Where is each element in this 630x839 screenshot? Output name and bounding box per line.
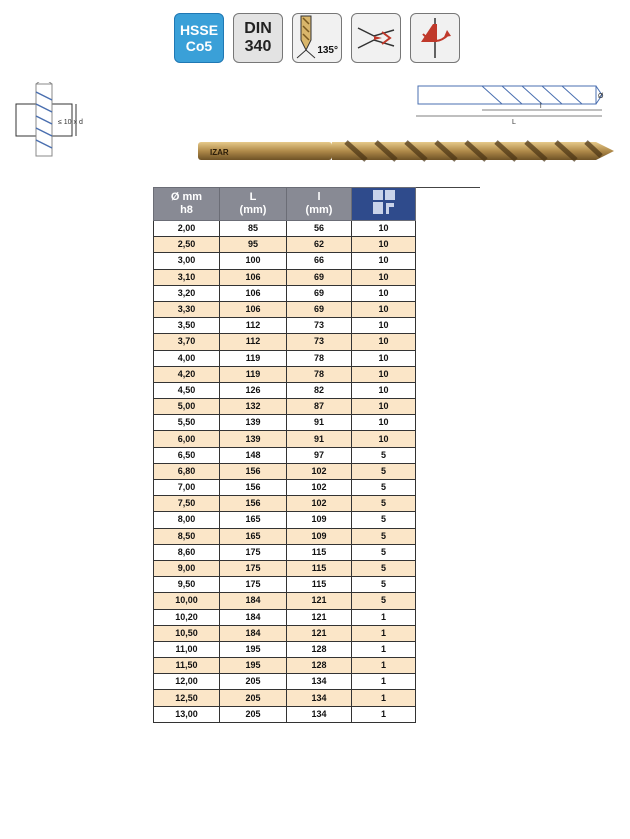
header-flute-length: [287, 188, 352, 221]
cell-total-length: 184: [220, 609, 287, 625]
cell-pack-quantity: 10: [352, 431, 416, 447]
cell-diameter: 7,50: [154, 496, 220, 512]
cell-total-length: 175: [220, 544, 287, 560]
cell-diameter: 8,60: [154, 544, 220, 560]
cell-diameter: 4,50: [154, 382, 220, 398]
point-angle-badge: [292, 13, 342, 63]
table-row: [154, 301, 416, 317]
drill-brand-label: IZAR: [210, 148, 229, 157]
standard-badge: [233, 13, 283, 63]
table-row: [154, 334, 416, 350]
table-row: [154, 641, 416, 657]
cell-pack-quantity: 1: [352, 625, 416, 641]
cell-flute-length: 134: [287, 690, 352, 706]
cell-flute-length: 102: [287, 480, 352, 496]
cell-pack-quantity: 1: [352, 706, 416, 722]
cell-pack-quantity: 1: [352, 641, 416, 657]
table-row: [154, 285, 416, 301]
cell-total-length: 165: [220, 528, 287, 544]
cell-diameter: 9,00: [154, 560, 220, 576]
cell-pack-quantity: 1: [352, 674, 416, 690]
cell-total-length: 126: [220, 382, 287, 398]
standard-line-1: DIN: [244, 20, 272, 37]
header-flute-length-line1: l: [317, 191, 321, 203]
cell-total-length: 148: [220, 447, 287, 463]
table-row: [154, 480, 416, 496]
cell-diameter: 3,10: [154, 269, 220, 285]
cell-pack-quantity: 5: [352, 528, 416, 544]
material-line-2: Co5: [185, 38, 213, 54]
cell-diameter: 3,30: [154, 301, 220, 317]
point-angle-label: 135°: [317, 45, 338, 56]
cell-flute-length: 73: [287, 334, 352, 350]
rotation-badge: [410, 13, 460, 63]
cell-flute-length: 134: [287, 674, 352, 690]
material-line-1: HSSE: [179, 22, 219, 38]
cell-flute-length: 121: [287, 593, 352, 609]
cell-diameter: 3,00: [154, 253, 220, 269]
cell-flute-length: 73: [287, 318, 352, 334]
cell-total-length: 100: [220, 253, 287, 269]
table-row: [154, 577, 416, 593]
cell-pack-quantity: 5: [352, 463, 416, 479]
dim-total-length: L: [512, 119, 516, 126]
cell-diameter: 8,00: [154, 512, 220, 528]
cell-pack-quantity: 5: [352, 577, 416, 593]
cell-flute-length: 62: [287, 237, 352, 253]
cell-diameter: 11,50: [154, 658, 220, 674]
cell-pack-quantity: 5: [352, 544, 416, 560]
cell-total-length: 175: [220, 577, 287, 593]
cell-flute-length: 115: [287, 560, 352, 576]
cell-diameter: 6,50: [154, 447, 220, 463]
cell-diameter: 10,50: [154, 625, 220, 641]
cell-diameter: 2,50: [154, 237, 220, 253]
pack-quantity-icon: [369, 188, 399, 216]
table-row: [154, 366, 416, 382]
table-row: [154, 690, 416, 706]
cell-diameter: 9,50: [154, 577, 220, 593]
header-total-length: [220, 188, 287, 221]
table-row: [154, 593, 416, 609]
table-row: [154, 269, 416, 285]
cell-pack-quantity: 5: [352, 447, 416, 463]
cell-total-length: 205: [220, 674, 287, 690]
cell-total-length: 119: [220, 350, 287, 366]
cell-flute-length: 109: [287, 528, 352, 544]
cell-diameter: 5,50: [154, 415, 220, 431]
cell-flute-length: 128: [287, 641, 352, 657]
cell-diameter: 7,00: [154, 480, 220, 496]
cell-total-length: 139: [220, 415, 287, 431]
table-row: [154, 399, 416, 415]
cell-total-length: 184: [220, 625, 287, 641]
header-pack-quantity: [352, 188, 416, 221]
table-row: [154, 221, 416, 237]
table-row: [154, 544, 416, 560]
cell-flute-length: 56: [287, 221, 352, 237]
table-row: [154, 496, 416, 512]
cell-total-length: 156: [220, 480, 287, 496]
cell-total-length: 112: [220, 334, 287, 350]
cell-pack-quantity: 1: [352, 690, 416, 706]
table-row: [154, 350, 416, 366]
table-row: [154, 447, 416, 463]
cell-flute-length: 87: [287, 399, 352, 415]
cell-total-length: 139: [220, 431, 287, 447]
cell-pack-quantity: 10: [352, 350, 416, 366]
dim-diameter: Ø: [598, 93, 604, 100]
header-diameter: [154, 188, 220, 221]
table-row: [154, 528, 416, 544]
cell-total-length: 156: [220, 496, 287, 512]
cell-pack-quantity: 10: [352, 237, 416, 253]
table-row: [154, 415, 416, 431]
depth-note: ≤ 10 x d: [58, 119, 83, 126]
table-row: [154, 625, 416, 641]
drilling-depth-diagram: [10, 82, 100, 158]
cell-total-length: 205: [220, 690, 287, 706]
cell-diameter: 3,20: [154, 285, 220, 301]
cell-total-length: 165: [220, 512, 287, 528]
split-point-badge: [351, 13, 401, 63]
cell-flute-length: 109: [287, 512, 352, 528]
cell-diameter: 2,00: [154, 221, 220, 237]
cell-flute-length: 69: [287, 301, 352, 317]
cell-pack-quantity: 10: [352, 399, 416, 415]
cell-diameter: 10,00: [154, 593, 220, 609]
cell-flute-length: 121: [287, 609, 352, 625]
drill-bit-image: [196, 138, 620, 164]
cell-pack-quantity: 10: [352, 382, 416, 398]
table-row: [154, 560, 416, 576]
cell-total-length: 106: [220, 269, 287, 285]
cell-diameter: 12,50: [154, 690, 220, 706]
cell-diameter: 12,00: [154, 674, 220, 690]
cell-flute-length: 115: [287, 544, 352, 560]
cell-flute-length: 82: [287, 382, 352, 398]
cell-diameter: 3,70: [154, 334, 220, 350]
cell-diameter: 10,20: [154, 609, 220, 625]
cell-pack-quantity: 5: [352, 593, 416, 609]
cell-flute-length: 69: [287, 285, 352, 301]
cell-flute-length: 91: [287, 415, 352, 431]
cell-flute-length: 78: [287, 366, 352, 382]
cell-pack-quantity: 10: [352, 366, 416, 382]
header-diameter-line2: h8: [180, 204, 193, 216]
cell-total-length: 132: [220, 399, 287, 415]
cell-flute-length: 66: [287, 253, 352, 269]
cell-total-length: 106: [220, 285, 287, 301]
dim-flute-length: l: [540, 103, 542, 110]
cell-pack-quantity: 5: [352, 560, 416, 576]
drill-size-table: [153, 187, 416, 723]
cell-diameter: 4,00: [154, 350, 220, 366]
material-badge: [174, 13, 224, 63]
header-rule: [414, 187, 480, 188]
standard-line-2: 340: [244, 38, 272, 55]
cell-flute-length: 97: [287, 447, 352, 463]
cell-flute-length: 69: [287, 269, 352, 285]
cell-pack-quantity: 5: [352, 496, 416, 512]
table-row: [154, 237, 416, 253]
cell-pack-quantity: 1: [352, 609, 416, 625]
cell-total-length: 156: [220, 463, 287, 479]
header-total-length-line2: (mm): [239, 204, 267, 216]
cell-diameter: 8,50: [154, 528, 220, 544]
cell-pack-quantity: 10: [352, 285, 416, 301]
cell-pack-quantity: 10: [352, 334, 416, 350]
cell-total-length: 205: [220, 706, 287, 722]
cell-pack-quantity: 10: [352, 221, 416, 237]
table-row: [154, 253, 416, 269]
cell-diameter: 3,50: [154, 318, 220, 334]
cell-total-length: 112: [220, 318, 287, 334]
cell-flute-length: 102: [287, 496, 352, 512]
cell-flute-length: 128: [287, 658, 352, 674]
cell-pack-quantity: 1: [352, 658, 416, 674]
cell-diameter: 6,00: [154, 431, 220, 447]
drill-technical-drawing: [412, 80, 606, 130]
cell-pack-quantity: 10: [352, 318, 416, 334]
table-row: [154, 706, 416, 722]
cell-pack-quantity: 5: [352, 512, 416, 528]
table-row: [154, 658, 416, 674]
cell-diameter: 5,00: [154, 399, 220, 415]
header-flute-length-line2: (mm): [305, 204, 333, 216]
cell-total-length: 95: [220, 237, 287, 253]
cell-pack-quantity: 10: [352, 301, 416, 317]
table-header-row: [154, 188, 416, 221]
table-row: [154, 609, 416, 625]
cell-total-length: 195: [220, 658, 287, 674]
split-point-icon: [352, 14, 400, 62]
cell-total-length: 106: [220, 301, 287, 317]
table-row: [154, 382, 416, 398]
cell-diameter: 11,00: [154, 641, 220, 657]
cell-flute-length: 91: [287, 431, 352, 447]
cell-flute-length: 134: [287, 706, 352, 722]
cell-total-length: 184: [220, 593, 287, 609]
cell-flute-length: 121: [287, 625, 352, 641]
header-diameter-line1: Ø mm: [170, 191, 203, 203]
cell-flute-length: 78: [287, 350, 352, 366]
cell-flute-length: 102: [287, 463, 352, 479]
cell-diameter: 4,20: [154, 366, 220, 382]
cell-pack-quantity: 10: [352, 269, 416, 285]
cell-diameter: 13,00: [154, 706, 220, 722]
cell-total-length: 85: [220, 221, 287, 237]
cell-total-length: 175: [220, 560, 287, 576]
table-row: [154, 463, 416, 479]
cell-pack-quantity: 10: [352, 415, 416, 431]
table-row: [154, 431, 416, 447]
cell-pack-quantity: 5: [352, 480, 416, 496]
table-row: [154, 512, 416, 528]
table-row: [154, 674, 416, 690]
cell-pack-quantity: 10: [352, 253, 416, 269]
header-total-length-line1: L: [249, 191, 257, 203]
right-hand-rotation-icon: [411, 14, 459, 62]
table-row: [154, 318, 416, 334]
cell-flute-length: 115: [287, 577, 352, 593]
cell-diameter: 6,80: [154, 463, 220, 479]
cell-total-length: 195: [220, 641, 287, 657]
cell-total-length: 119: [220, 366, 287, 382]
